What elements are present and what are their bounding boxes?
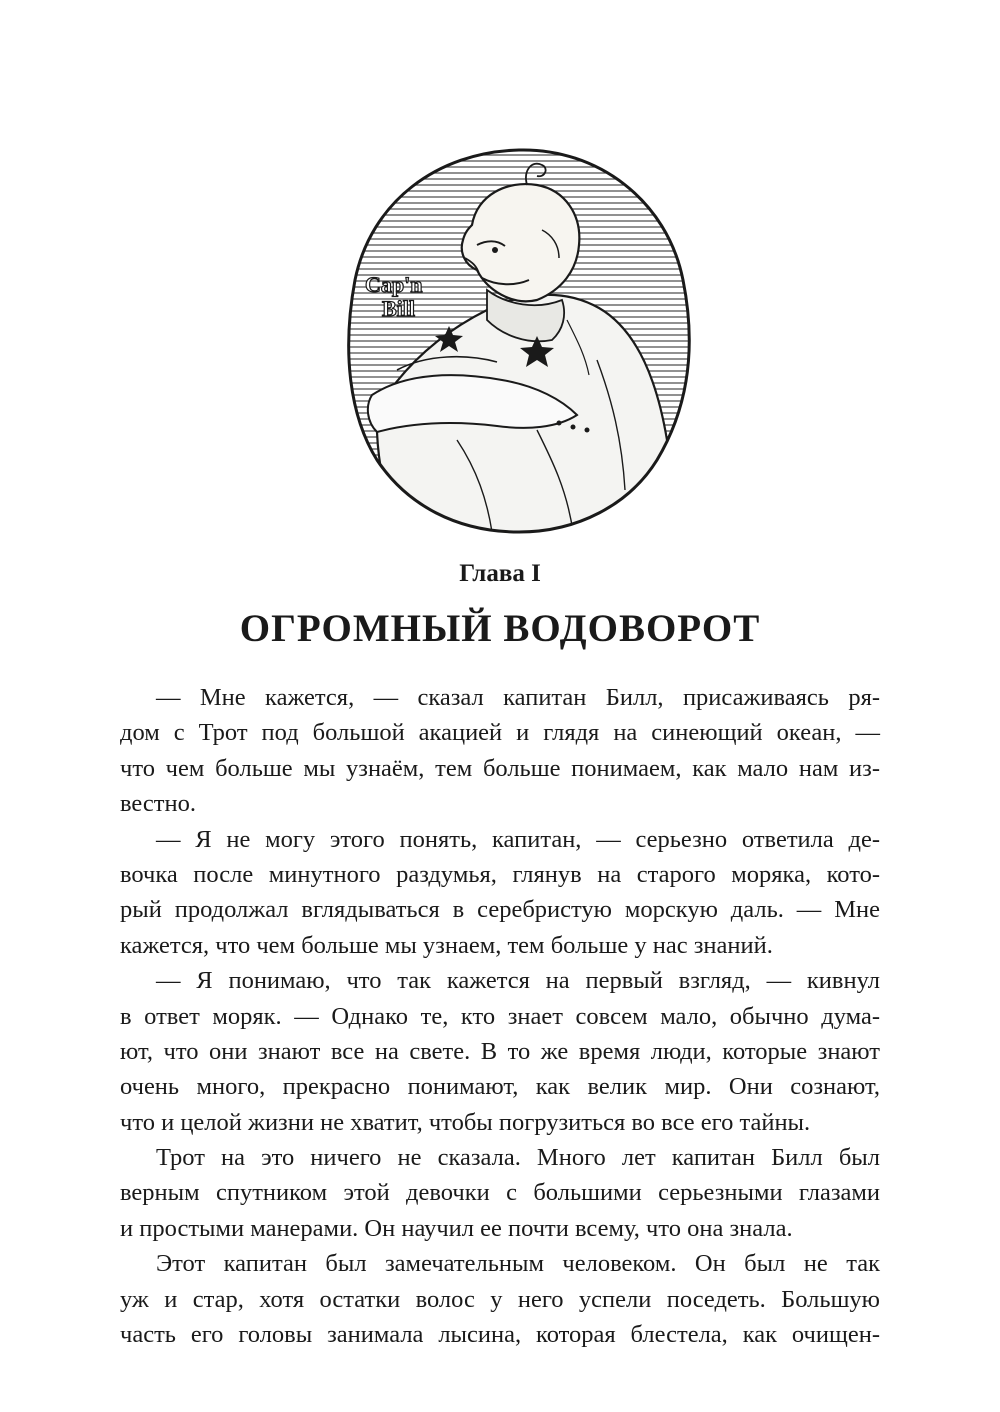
text-line: часть его головы занимала лысина, которая блестела, как очищен- xyxy=(120,1321,880,1349)
text-line: вочка после минутного раздумья, глянув на старого моряка, кото- xyxy=(120,860,880,888)
text-line: дом с Трот под большой акацией и глядя на синеющий океан, — xyxy=(120,719,880,747)
paragraph xyxy=(120,1140,880,1246)
text-line: рый продолжал вглядываться в серебристую морскую даль. — Мне xyxy=(120,896,880,924)
text-line: — Я понимаю, что так кажется на первый взгляд, — кивнул xyxy=(156,967,880,995)
text-line: Этот капитан был замечательным человеком. Он был не так xyxy=(156,1250,880,1278)
chapter-illustration xyxy=(337,140,702,540)
text-line: что чем больше мы узнаём, тем больше понимаем, как мало нам из- xyxy=(120,754,880,782)
paragraph xyxy=(120,1246,880,1352)
text-line: кажется, что чем больше мы узнаем, тем больше у нас знаний. xyxy=(120,931,773,959)
text-line: — Я не могу этого понять, капитан, — серьезно ответила де- xyxy=(156,825,880,853)
text-line: и простыми манерами. Он научил ее почти всему, что она знала. xyxy=(120,1214,793,1242)
text-line: ют, что они знают все на свете. В то же время люди, которые знают xyxy=(120,1037,880,1065)
paragraph xyxy=(120,822,880,964)
text-line: в ответ моряк. — Однако те, кто знает совсем мало, обычно дума- xyxy=(120,1002,880,1030)
body-text xyxy=(120,680,880,1352)
paragraph xyxy=(120,963,880,1140)
text-line: уж и стар, хотя остатки волос у него успели поседеть. Большую xyxy=(120,1285,880,1313)
chapter-label: Глава I xyxy=(459,560,541,587)
illustration-caption-line2: Bill xyxy=(382,296,416,321)
text-line: — Мне кажется, — сказал капитан Билл, присаживаясь ря- xyxy=(156,684,880,711)
text-line: очень много, прекрасно понимают, как велик мир. Они сознают, xyxy=(120,1073,880,1101)
text-line: что и целой жизни не хватит, чтобы погрузиться во все его тайны. xyxy=(120,1108,811,1136)
text-line: Трот на это ничего не сказала. Много лет капитан Билл был xyxy=(156,1144,880,1172)
chapter-title: ОГРОМНЫЙ ВОДОВОРОТ xyxy=(239,607,761,650)
paragraph xyxy=(120,680,880,822)
text-line: верным спутником этой девочки с большими серьезными глазами xyxy=(120,1179,880,1207)
text-line: вестно. xyxy=(120,790,196,818)
illustration-caption-line1: Cap'n xyxy=(365,272,423,297)
